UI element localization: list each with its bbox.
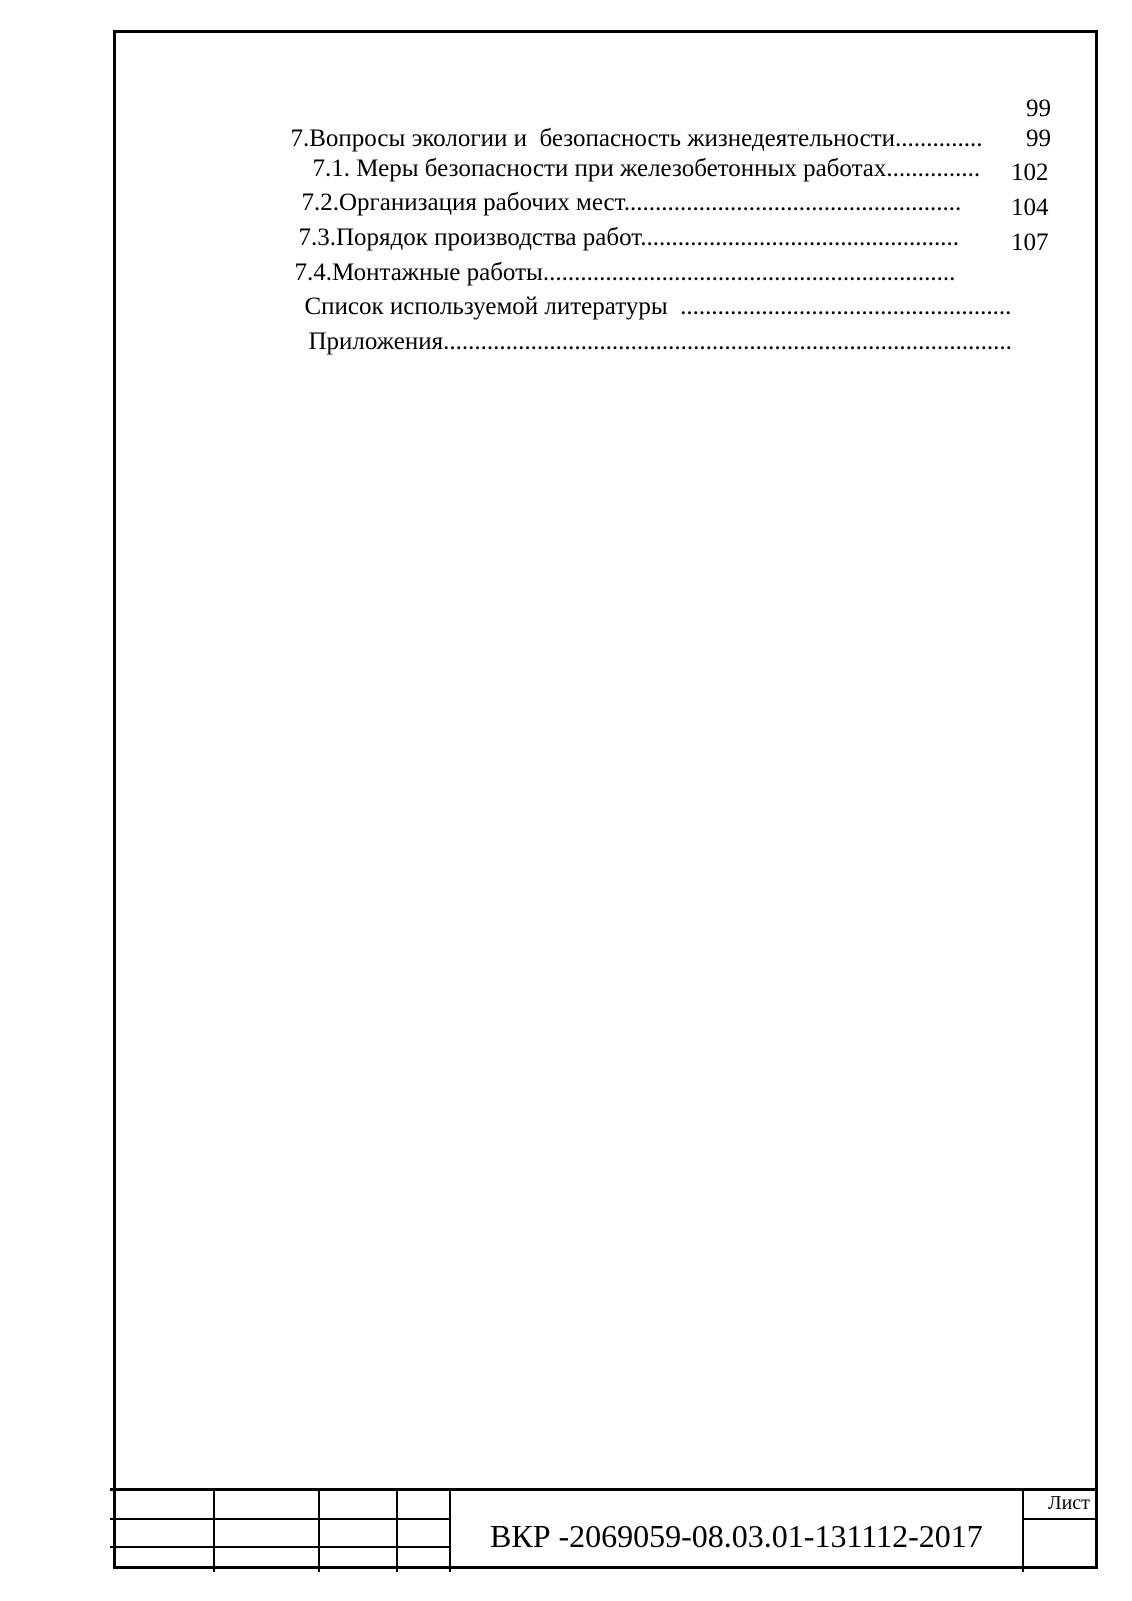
title-block-divider [1022, 1491, 1024, 1572]
title-block-divider [449, 1491, 451, 1572]
toc-entry-page: 99 [1026, 125, 1051, 152]
toc-entry-page: 102 [1011, 159, 1049, 186]
title-block-divider [396, 1491, 398, 1572]
toc-entry-text: 7.3.Порядок производства работ................................................... [298, 224, 960, 251]
title-block-row-line [110, 1518, 449, 1520]
toc-entry-page: 99 [1026, 95, 1051, 122]
toc-entry-page: 104 [1011, 194, 1049, 221]
sheet-label: Лист [1048, 1492, 1090, 1514]
toc-entry-text: Список используемой литературы ..................................................... [304, 293, 1012, 320]
toc-entry-text: 7.1. Меры безопасности при железобетонных работах............... [312, 155, 981, 182]
title-block-divider [213, 1491, 215, 1572]
toc-entry-text: 7.2.Организация рабочих мест...................................................... [301, 189, 962, 216]
title-block-row-line [110, 1546, 449, 1548]
toc-entry-text: 7.Вопросы экологии и безопасность жизнедеятельности.............. [290, 125, 983, 152]
document-code: ВКР -2069059-08.03.01-131112-2017 [490, 1518, 983, 1554]
toc-entry-text: Приложения........................................................................................... [308, 328, 1012, 355]
toc-entry-text: 7.4.Монтажные работы.................................................................. [294, 259, 956, 286]
title-block-divider [318, 1491, 320, 1572]
title-block-row-line [1022, 1518, 1098, 1520]
toc-entry-page: 107 [1011, 229, 1049, 256]
toc-entry [296, 297, 1012, 357]
